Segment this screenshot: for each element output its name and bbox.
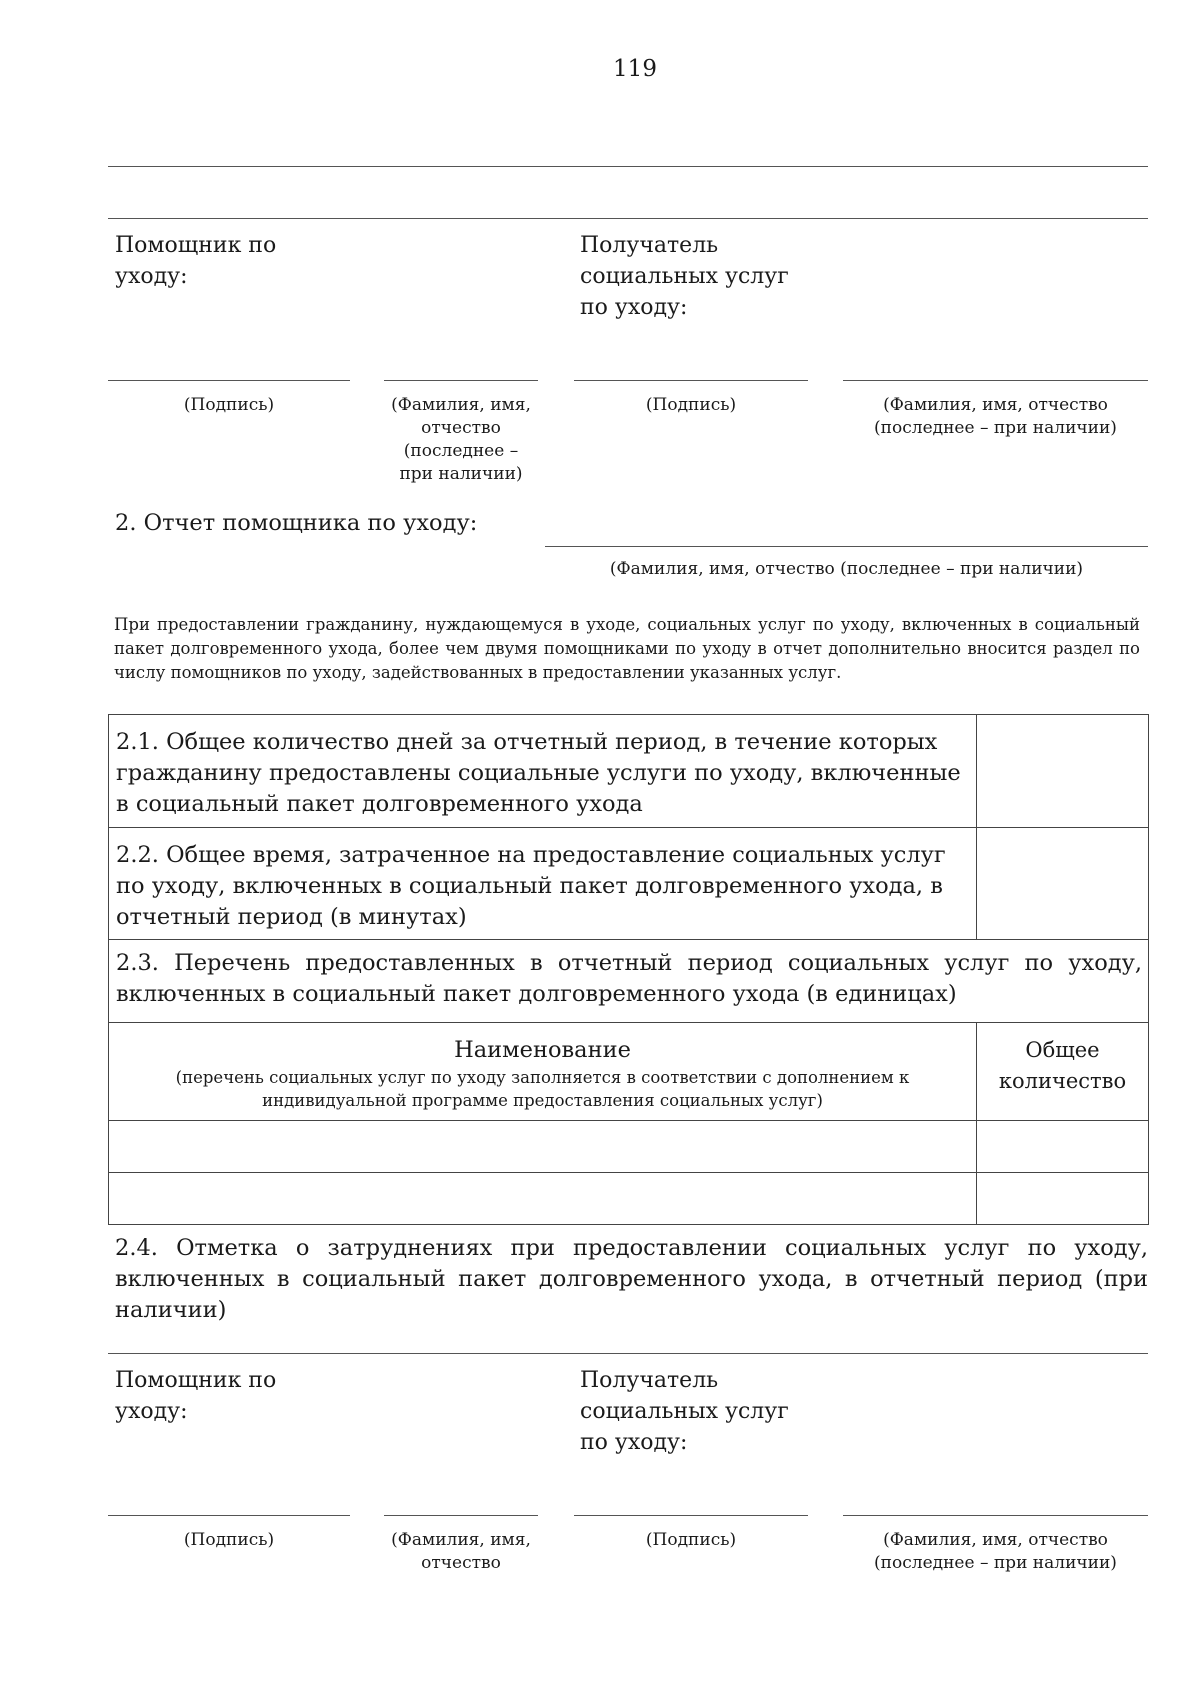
col-qty-header (977, 1023, 1149, 1121)
table-row (109, 1121, 1149, 1173)
table-row (109, 1173, 1149, 1225)
table-row (109, 715, 1149, 828)
assistant-name-caption: (Фамилия, имя, отчество (последнее – при наличии) (391, 395, 531, 484)
report-author-name-line[interactable] (545, 546, 1148, 547)
recipient-signature-caption-bottom: (Подпись) (645, 1530, 737, 1550)
service-name-cell[interactable] (109, 1121, 977, 1173)
service-qty-cell[interactable] (977, 1121, 1149, 1173)
assistant-label-bottom: Помощник по уходу: (115, 1368, 277, 1424)
blank-line[interactable] (108, 1353, 1148, 1354)
blank-line (108, 166, 1148, 167)
assistant-name-caption-bottom: (Фамилия, имя, отчество (391, 1530, 531, 1573)
blank-line (108, 218, 1148, 219)
table-header-row (109, 1023, 1149, 1121)
section-2-title: 2. Отчет помощника по уходу: (115, 510, 478, 536)
row-2-1-label: 2.1. Общее количество дней за отчетный период, в течение которых гражданину предоставлены социальные услуги по уходу, включенные в социальный пакет долговременного ухода (109, 715, 977, 828)
report-table (108, 714, 1149, 1225)
recipient-name-line[interactable] (843, 380, 1148, 381)
assistant-signature-caption: (Подпись) (183, 395, 275, 415)
recipient-label: Получатель социальных услуг по уходу: (580, 233, 789, 320)
col-qty-title: Общее количество (998, 1038, 1127, 1093)
table-row (109, 940, 1149, 1023)
col-name-note: (перечень социальных услуг по уходу заполняется в соответствии с дополнением к индивидуальной программе предоставления социальных услуг) (175, 1068, 910, 1110)
col-name-title: Наименование (454, 1037, 631, 1063)
service-qty-cell[interactable] (977, 1173, 1149, 1225)
page-number: 119 (613, 56, 657, 82)
recipient-signature-caption: (Подпись) (645, 395, 737, 415)
section-2-4-text: 2.4. Отметка о затруднениях при предоставлении социальных услуг по уходу, включенных в социальный пакет долговременного ухода, в отчетный период (при наличии) (115, 1235, 1148, 1323)
section-2-note: При предоставлении гражданину, нуждающемуся в уходе, социальных услуг по уходу, включенных в социальный пакет долговременного ухода, более чем двумя помощниками по уходу в отчет дополнительно вносится раздел по числу помощников по уходу, задействованных в предоставлении указанных услуг. (114, 615, 1140, 682)
recipient-name-line-bottom[interactable] (843, 1515, 1148, 1516)
report-author-name-caption: (Фамилия, имя, отчество (последнее – при наличии) (609, 559, 1084, 579)
assistant-signature-line-bottom[interactable] (108, 1515, 350, 1516)
col-name-header (109, 1023, 977, 1121)
assistant-signature-caption-bottom: (Подпись) (183, 1530, 275, 1550)
service-name-cell[interactable] (109, 1173, 977, 1225)
recipient-name-caption-bottom: (Фамилия, имя, отчество (последнее – при наличии) (874, 1530, 1117, 1573)
row-2-2-label: 2.2. Общее время, затраченное на предоставление социальных услуг по уходу, включенных в социальный пакет долговременного ухода, в отчетный период (в минутах) (109, 828, 977, 940)
row-2-1-value-cell[interactable] (977, 715, 1149, 828)
row-2-3-label: 2.3. Перечень предоставленных в отчетный период социальных услуг по уходу, включенных в социальный пакет долговременного ухода (в единицах) (109, 940, 1149, 1023)
assistant-name-line[interactable] (384, 380, 538, 381)
recipient-signature-line[interactable] (574, 380, 808, 381)
recipient-signature-line-bottom[interactable] (574, 1515, 808, 1516)
assistant-name-line-bottom[interactable] (384, 1515, 538, 1516)
table-row (109, 828, 1149, 940)
row-2-2-value-cell[interactable] (977, 828, 1149, 940)
assistant-signature-line[interactable] (108, 380, 350, 381)
assistant-label: Помощник по уходу: (115, 233, 277, 289)
recipient-label-bottom: Получатель социальных услуг по уходу: (580, 1368, 789, 1455)
recipient-name-caption: (Фамилия, имя, отчество (последнее – при наличии) (874, 395, 1117, 438)
